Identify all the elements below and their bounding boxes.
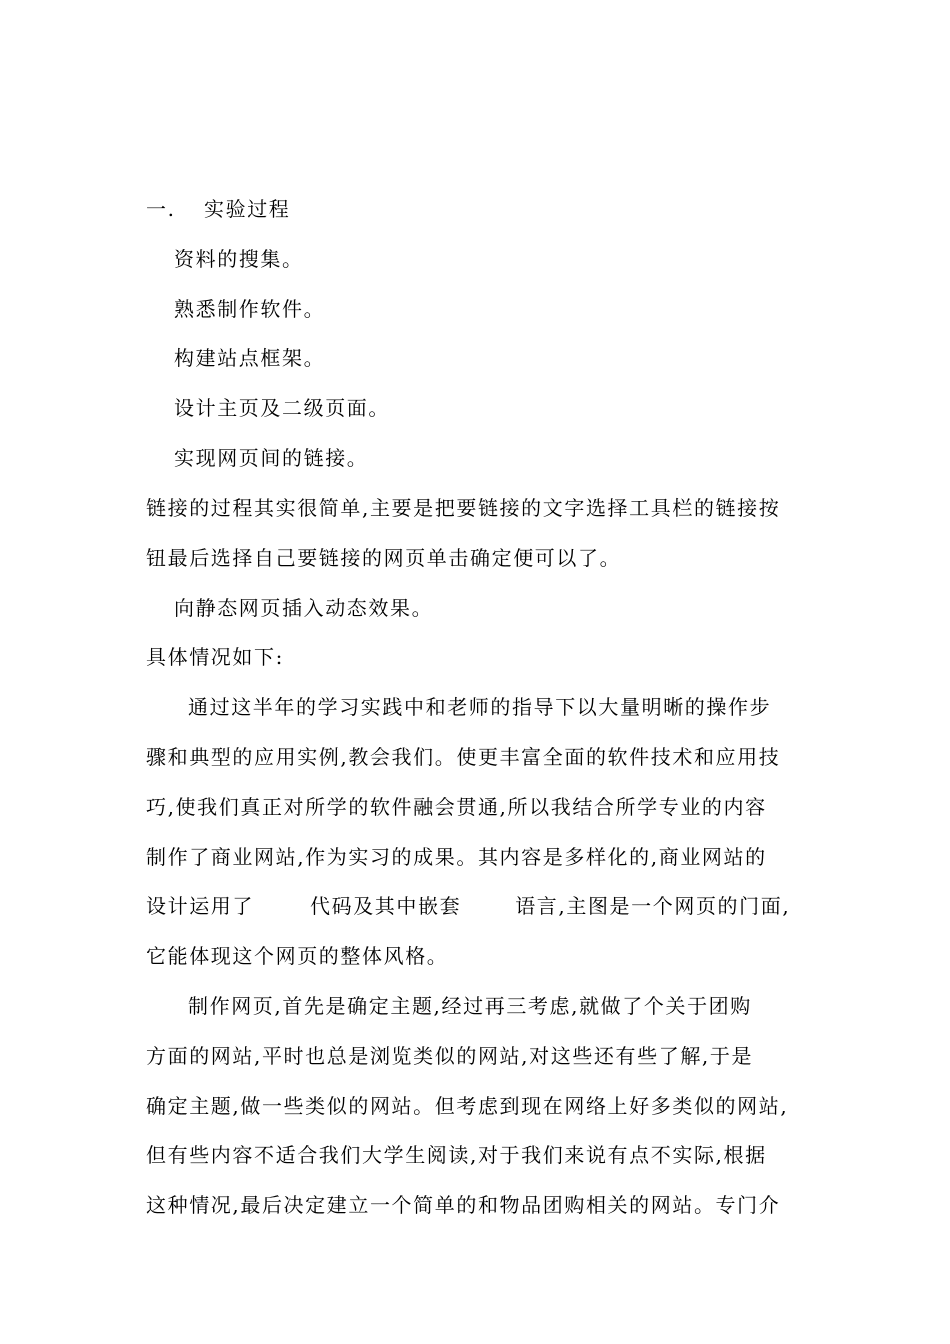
step-item: 实现网页间的链接。 bbox=[174, 446, 369, 470]
paragraph-line: 但有些内容不适合我们大学生阅读,对于我们来说有点不实际,根据 bbox=[146, 1143, 767, 1167]
paragraph-line: 通过这半年的学习实践中和老师的指导下以大量明晰的操作步 bbox=[188, 695, 772, 719]
paragraph-line: 巧,使我们真正对所学的软件融会贯通,所以我结合所学专业的内容 bbox=[146, 795, 767, 819]
link-paragraph-line: 钮最后选择自己要链接的网页单击确定便可以了。 bbox=[146, 546, 622, 570]
step-item: 熟悉制作软件。 bbox=[174, 297, 326, 321]
paragraph-segment: 代码及其中嵌套 bbox=[310, 894, 462, 918]
link-paragraph-line: 链接的过程其实很简单,主要是把要链接的文字选择工具栏的链接按 bbox=[146, 496, 781, 520]
paragraph-line: 骤和典型的应用实例,教会我们。使更丰富全面的软件技术和应用技 bbox=[146, 745, 781, 769]
section-title: 实验过程 bbox=[204, 197, 291, 221]
step-item: 设计主页及二级页面。 bbox=[174, 396, 390, 420]
paragraph-line: 这种情况,最后决定建立一个简单的和物品团购相关的网站。专门介 bbox=[146, 1193, 781, 1217]
step-item: 向静态网页插入动态效果。 bbox=[174, 596, 434, 620]
section-number: 一. bbox=[146, 197, 176, 221]
paragraph-line-with-gaps bbox=[146, 889, 810, 923]
paragraph-segment: 语言,主图是一个网页的门面, bbox=[515, 894, 791, 918]
paragraph-line: 方面的网站,平时也总是浏览类似的网站,对这些还有些了解,于是 bbox=[146, 1044, 754, 1068]
section-heading bbox=[146, 192, 810, 226]
paragraph-line: 确定主题,做一些类似的网站。但考虑到现在网络上好多类似的网站, bbox=[146, 1094, 789, 1118]
step-item: 资料的搜集。 bbox=[174, 247, 304, 271]
details-label: 具体情况如下: bbox=[146, 645, 284, 669]
step-item: 构建站点框架。 bbox=[174, 346, 326, 370]
paragraph-line: 制作网页,首先是确定主题,经过再三考虑,就做了个关于团购 bbox=[188, 994, 752, 1018]
paragraph-line: 制作了商业网站,作为实习的成果。其内容是多样化的,商业网站的 bbox=[146, 845, 767, 869]
paragraph-segment: 设计运用了 bbox=[146, 894, 254, 918]
paragraph-line: 它能体现这个网页的整体风格。 bbox=[146, 944, 449, 968]
